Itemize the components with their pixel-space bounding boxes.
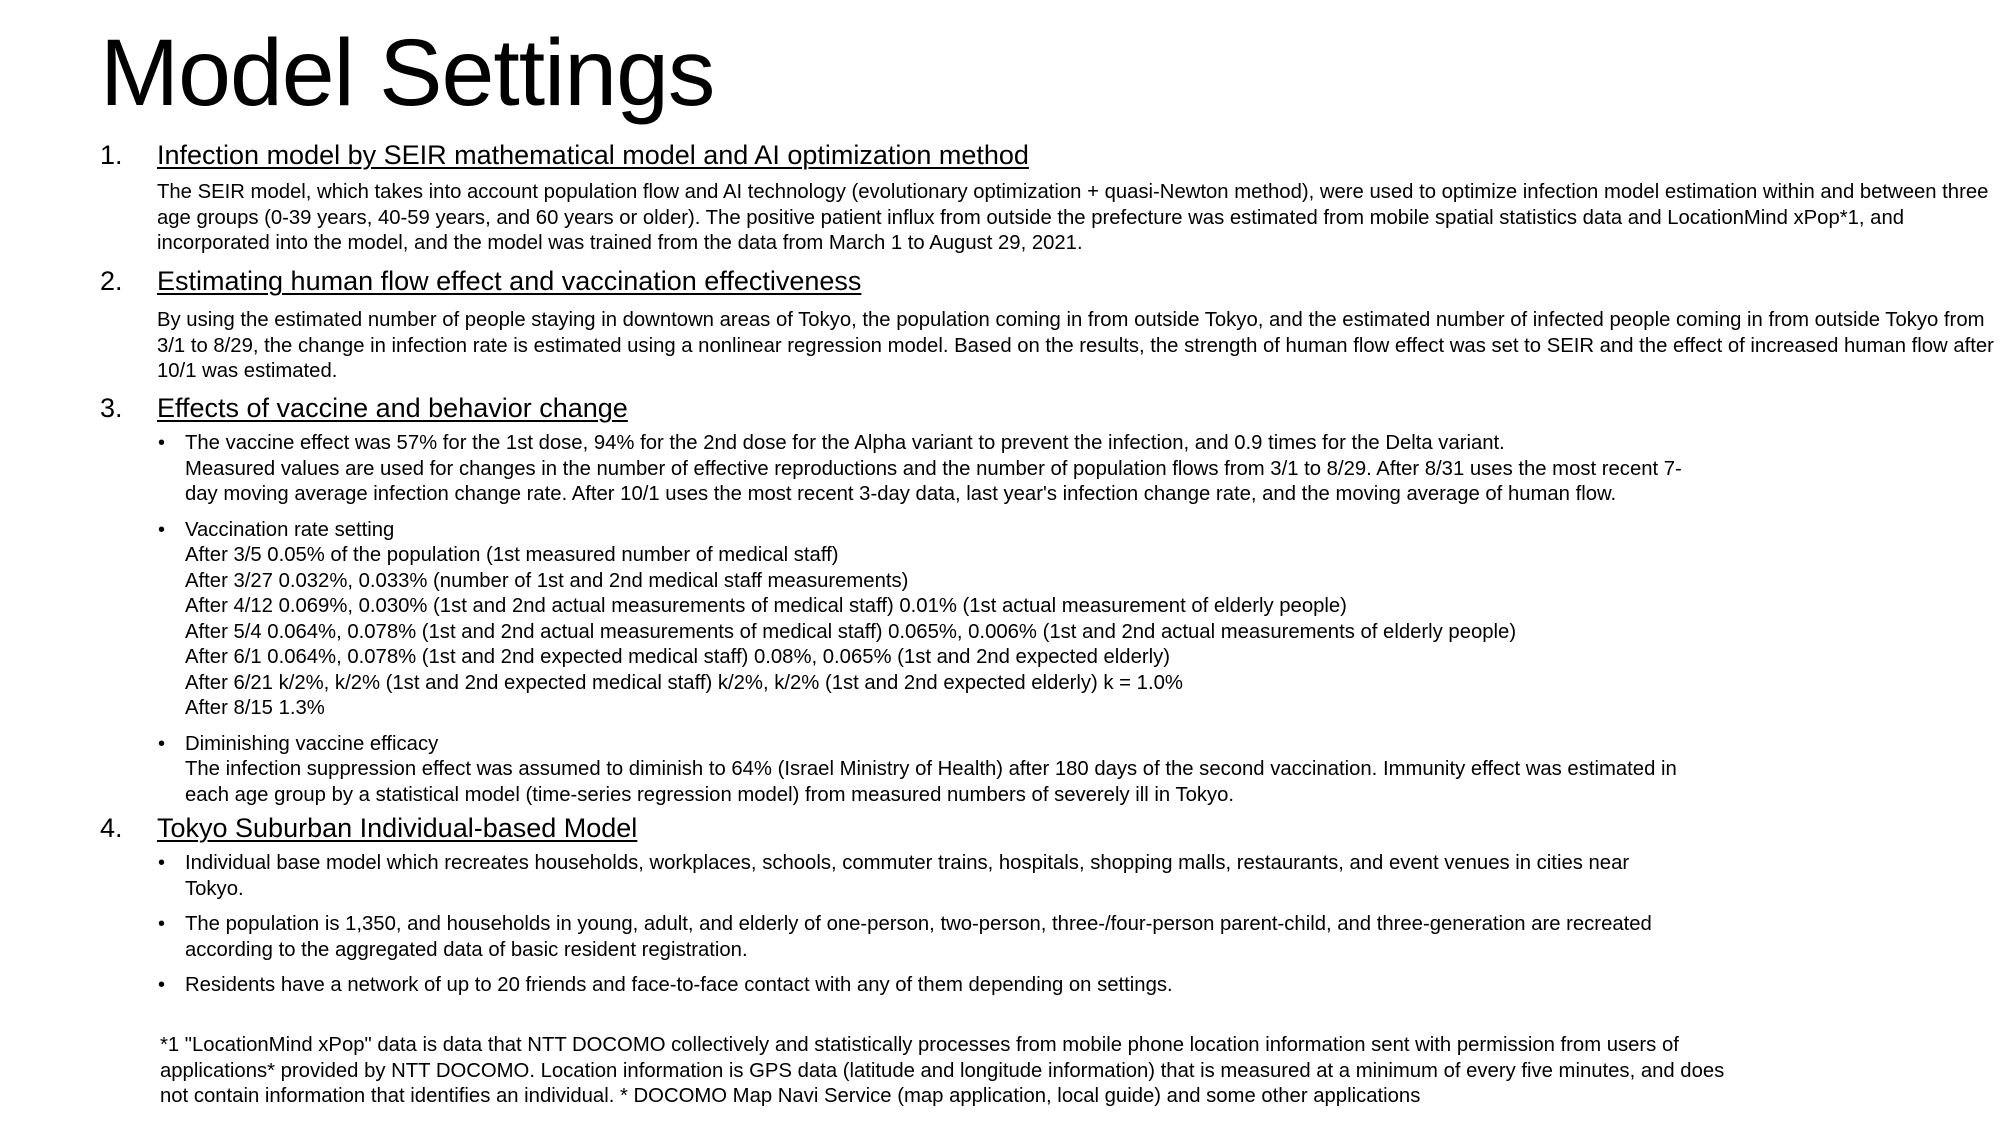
list-item	[157, 431, 2000, 508]
list-item	[157, 518, 2000, 722]
text-line: The population is 1,350, and households in young, adult, and elderly of one-person, two-person, three-/four-person parent-child, and three-generation are recreated	[185, 913, 1652, 935]
text-line: Vaccination rate setting	[185, 518, 395, 541]
bullet-icon: •	[158, 913, 166, 935]
text-line: After 5/4 0.064%, 0.078% (1st and 2nd actual measurements of medical staff) 0.065%, 0.006% (1st and 2nd actual measurements of elderly people)	[185, 620, 1517, 643]
text-line: day moving average infection change rate. After 10/1 uses the most recent 3-day data, last year's infection change rate, and the moving average of human flow.	[185, 483, 1617, 505]
footnote-line: applications* provided by NTT DOCOMO. Location information is GPS data (latitude and longitude information) that is measured at a minimum of every five minutes, and does	[160, 1059, 1725, 1082]
section-paragraph: The SEIR model, which takes into account population flow and AI technology (evolutionary optimization + quasi-Newton method), were used to optimize infection model estimation within and between three age groups (0-39 years, 40-59 years, and 60 years or older). The positive patient influx from outside the prefecture was estimated from mobile spatial statistics data and LocationMind xPop*1, and incorporated into the model, and the model was trained from the data from March 1 to August 29, 2021.	[157, 181, 1989, 254]
bullet-icon: •	[158, 432, 166, 454]
section-paragraph: By using the estimated number of people staying in downtown areas of Tokyo, the population coming in from outside Tokyo, and the estimated number of infected people coming in from outside Tokyo from 3/1 to 8/29, the change in infection rate is estimated using a nonlinear regression model. Based on the results, the strength of human flow effect was set to SEIR and the effect of increased human flow after 10/1 was estimated.	[157, 309, 1994, 382]
section-number: 4.	[100, 813, 123, 843]
text-line: After 8/15 1.3%	[185, 697, 325, 719]
text-line: The vaccine effect was 57% for the 1st dose, 94% for the 2nd dose for the Alpha variant to prevent the infection, and 0.9 times for the Delta variant.	[185, 432, 1505, 454]
list-item	[157, 732, 2000, 809]
text-line: Individual base model which recreates households, workplaces, schools, commuter trains, hospitals, shopping malls, restaurants, and event venues in cities near	[185, 852, 1630, 874]
section-number: 2.	[100, 266, 123, 296]
text-line: Residents have a network of up to 20 friends and face-to-face contact with any of them depending on settings.	[185, 974, 1173, 996]
text-line: After 6/1 0.064%, 0.078% (1st and 2nd expected medical staff) 0.08%, 0.065% (1st and 2nd expected elderly)	[185, 646, 1171, 668]
section-3	[100, 391, 1980, 818]
list-item	[157, 851, 2000, 902]
text-line: After 3/27 0.032%, 0.033% (number of 1st and 2nd medical staff measurements)	[185, 569, 909, 592]
list-item	[157, 912, 2000, 963]
bullet-list	[157, 851, 2000, 999]
text-line: according to the aggregated data of basic resident registration.	[185, 938, 748, 961]
section-title: Infection model by SEIR mathematical model and AI optimization method	[157, 140, 1029, 170]
footnote-line: not contain information that identifies an individual. * DOCOMO Map Navi Service (map application, local guide) and some other applications	[160, 1085, 1421, 1107]
section-number: 1.	[100, 140, 123, 170]
section-1	[100, 138, 1989, 257]
section-title: Estimating human flow effect and vaccination effectiveness	[157, 266, 862, 296]
bullet-icon: •	[158, 974, 166, 996]
section-header	[100, 138, 1980, 172]
footnote	[160, 1033, 1920, 1110]
bullet-list	[157, 431, 2000, 808]
section-4	[100, 811, 1980, 1009]
bullet-icon: •	[158, 518, 166, 541]
text-line: Tokyo.	[185, 877, 244, 900]
section-title: Effects of vaccine and behavior change	[157, 393, 628, 423]
footnote-line: *1 "LocationMind xPop" data is data that NTT DOCOMO collectively and statistically processes from mobile phone location information sent with permission from users of	[160, 1034, 1679, 1056]
text-line: After 6/21 k/2%, k/2% (1st and 2nd expected medical staff) k/2%, k/2% (1st and 2nd expected elderly) k = 1.0%	[185, 671, 1183, 694]
list-item	[157, 973, 2000, 999]
text-line: each age group by a statistical model (time-series regression model) from measured numbers of severely ill in Tokyo.	[185, 783, 1235, 806]
section-header	[100, 811, 1980, 845]
section-title: Tokyo Suburban Individual-based Model	[157, 813, 638, 843]
section-header	[100, 264, 1980, 298]
section-header	[100, 391, 1980, 425]
bullet-icon: •	[158, 732, 166, 755]
text-line: The infection suppression effect was assumed to diminish to 64% (Israel Ministry of Health) after 180 days of the second vaccination. Immunity effect was estimated in	[185, 758, 1677, 780]
bullet-icon: •	[158, 852, 166, 874]
page-title: Model Settings	[100, 20, 715, 126]
text-line: After 3/5 0.05% of the population (1st measured number of medical staff)	[185, 544, 839, 566]
section-2	[100, 264, 1994, 385]
text-line: Measured values are used for changes in the number of effective reproductions and the number of population flows from 3/1 to 8/29. After 8/31 uses the most recent 7-	[185, 457, 1682, 480]
section-number: 3.	[100, 393, 123, 423]
text-line: After 4/12 0.069%, 0.030% (1st and 2nd actual measurements of medical staff) 0.01% (1st actual measurement of elderly people)	[185, 595, 1347, 617]
text-line: Diminishing vaccine efficacy	[185, 732, 439, 755]
